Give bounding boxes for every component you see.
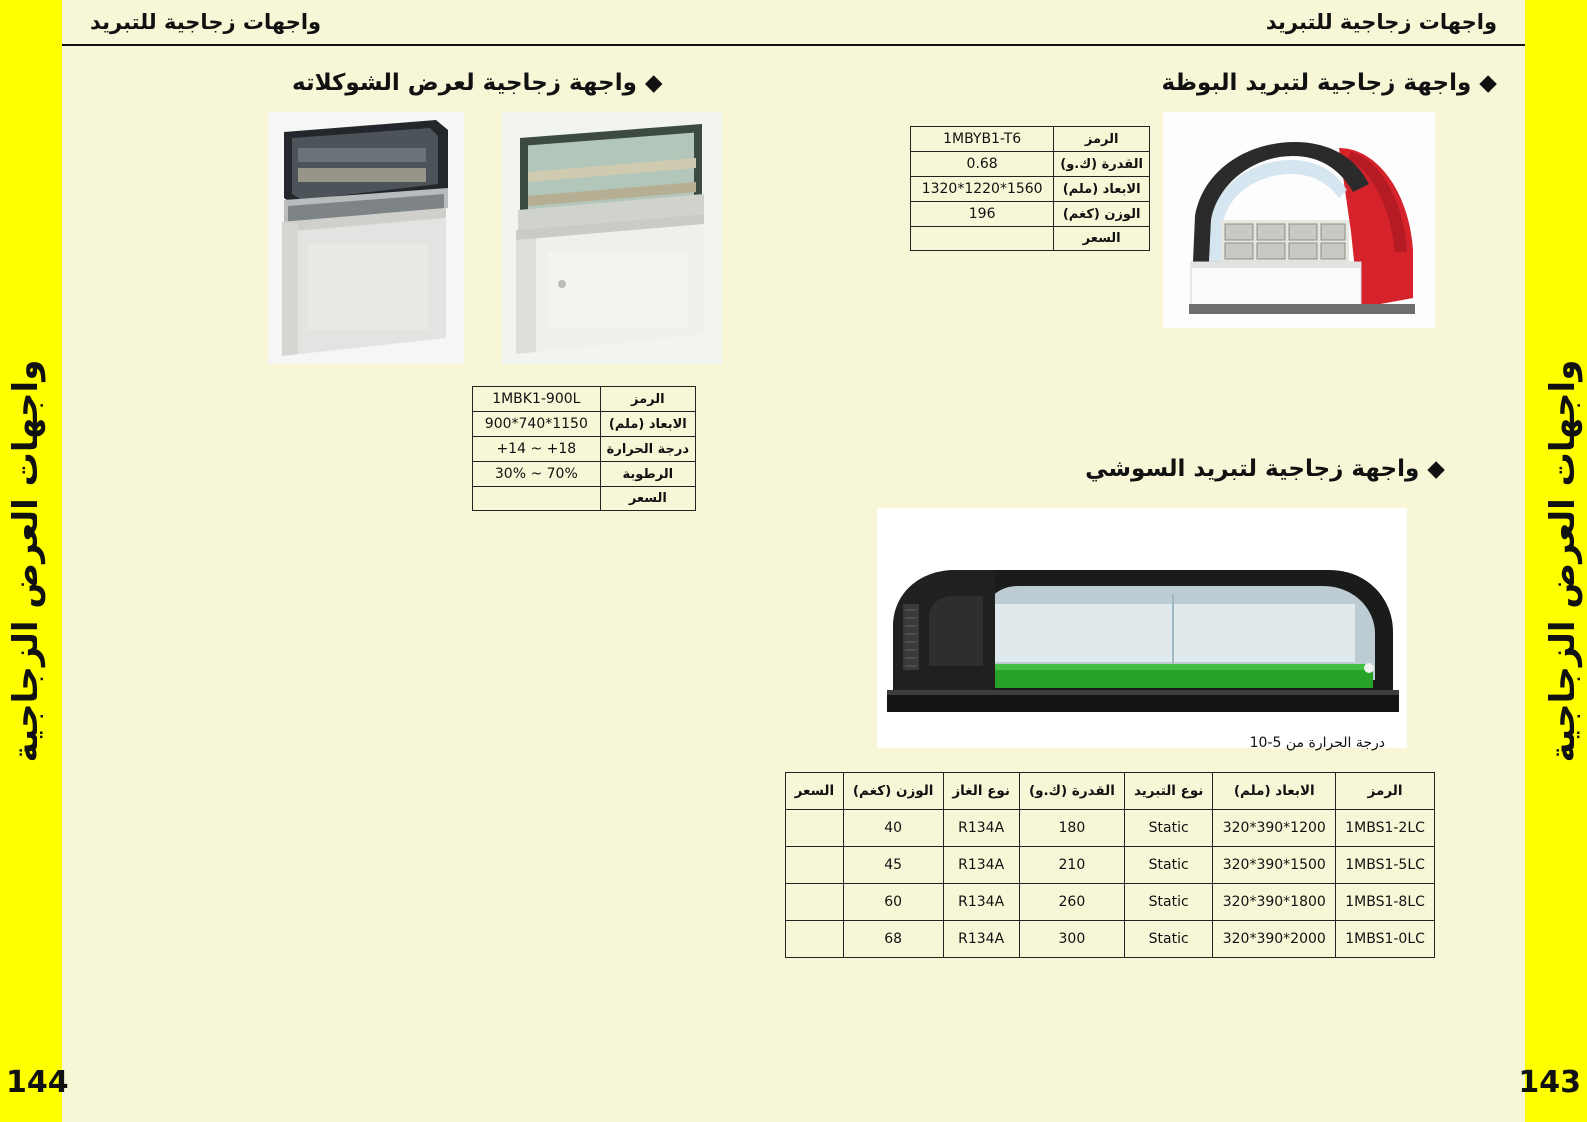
- page-number-left: 144: [6, 1065, 69, 1100]
- table-row: [911, 227, 1150, 251]
- cell-label: الرمز: [1054, 127, 1150, 152]
- th-code: الرمز: [1336, 773, 1435, 810]
- cell-price: [786, 884, 844, 921]
- section-title-sushi: ◆ واجهة زجاجية لتبريد السوشي: [1085, 456, 1445, 482]
- image-ice-cream-case: [1163, 112, 1435, 328]
- ice-cream-case-illustration: [1163, 112, 1435, 328]
- cell-cooling-type: Static: [1124, 847, 1212, 884]
- header-title-right: واجهات زجاجية للتبريد: [1265, 10, 1497, 34]
- cell-label: السعر: [1054, 227, 1150, 251]
- th-cooling-type: نوع التبريد: [1124, 773, 1212, 810]
- table-row: [473, 412, 696, 437]
- th-price: السعر: [786, 773, 844, 810]
- image-chocolate-case-2: [502, 112, 722, 364]
- table-row: [786, 921, 1435, 958]
- cell-label: درجة الحرارة: [600, 437, 695, 462]
- sushi-temperature-note: درجة الحرارة من 5-10: [1249, 735, 1385, 751]
- th-power: القدرة (ك.و): [1019, 773, 1124, 810]
- header-title-left: واجهات زجاجية للتبريد: [90, 10, 322, 34]
- table-row: [473, 437, 696, 462]
- section-title-chocolate: ◆ واجهة زجاجية لعرض الشوكلاته: [292, 70, 663, 96]
- cell-price: [786, 847, 844, 884]
- cell-value: 196: [911, 202, 1054, 227]
- page-number-right: 143: [1518, 1065, 1581, 1100]
- th-dimensions: الابعاد (ملم): [1213, 773, 1336, 810]
- cell-value: 900*740*1150: [473, 412, 601, 437]
- th-weight: الوزن (كغم): [843, 773, 943, 810]
- cell-label: الابعاد (ملم): [1054, 177, 1150, 202]
- image-chocolate-case-1: [268, 112, 464, 364]
- cell-cooling-type: Static: [1124, 884, 1212, 921]
- cell-label: الرمز: [600, 387, 695, 412]
- chocolate-case-2-illustration: [502, 112, 722, 364]
- cell-gas-type: R134A: [943, 810, 1019, 847]
- cell-gas-type: R134A: [943, 847, 1019, 884]
- table-row: [911, 152, 1150, 177]
- cell-weight: 40: [843, 810, 943, 847]
- table-row: [786, 847, 1435, 884]
- th-gas-type: نوع الغاز: [943, 773, 1019, 810]
- cell-label: القدرة (ك.و): [1054, 152, 1150, 177]
- cell-value: 30% ~ 70%: [473, 462, 601, 487]
- page-header: [62, 0, 1525, 46]
- cell-power: 210: [1019, 847, 1124, 884]
- table-chocolate-specs: [472, 386, 696, 511]
- cell-price: [786, 810, 844, 847]
- table-row: [911, 177, 1150, 202]
- cell-gas-type: R134A: [943, 921, 1019, 958]
- table-sushi-models: [785, 772, 1435, 958]
- table-row: [911, 127, 1150, 152]
- image-sushi-case: [877, 508, 1407, 748]
- cell-dimensions: 2000*390*320: [1213, 921, 1336, 958]
- cell-price: [786, 921, 844, 958]
- cell-power: 180: [1019, 810, 1124, 847]
- table-header-row: [786, 773, 1435, 810]
- table-row: [473, 487, 696, 511]
- table-row: [786, 810, 1435, 847]
- cell-label: الابعاد (ملم): [600, 412, 695, 437]
- section-title-ice-cream: ◆ واجهة زجاجية لتبريد البوظة: [1161, 70, 1497, 96]
- chocolate-case-1-illustration: [268, 112, 464, 364]
- cell-label: الرطوبة: [600, 462, 695, 487]
- cell-gas-type: R134A: [943, 884, 1019, 921]
- cell-value: 0.68: [911, 152, 1054, 177]
- cell-weight: 68: [843, 921, 943, 958]
- cell-dimensions: 1500*390*320: [1213, 847, 1336, 884]
- cell-weight: 45: [843, 847, 943, 884]
- catalog-page: [62, 0, 1525, 1122]
- cell-value: 1MBK1-900L: [473, 387, 601, 412]
- cell-value: 1320*1220*1560: [911, 177, 1054, 202]
- table-row: [473, 387, 696, 412]
- cell-dimensions: 1800*390*320: [1213, 884, 1336, 921]
- cell-value: [473, 487, 601, 511]
- side-label-right: واجهات العرض الزجاجية: [1543, 359, 1583, 763]
- table-row: [911, 202, 1150, 227]
- sushi-case-illustration: [877, 508, 1407, 748]
- cell-value: +14 ~ +18: [473, 437, 601, 462]
- cell-label: الوزن (كغم): [1054, 202, 1150, 227]
- cell-code: 1MBS1-5LC: [1336, 847, 1435, 884]
- cell-weight: 60: [843, 884, 943, 921]
- cell-value: [911, 227, 1054, 251]
- table-row: [786, 884, 1435, 921]
- cell-power: 300: [1019, 921, 1124, 958]
- cell-dimensions: 1200*390*320: [1213, 810, 1336, 847]
- cell-code: 1MBS1-2LC: [1336, 810, 1435, 847]
- cell-code: 1MBS1-8LC: [1336, 884, 1435, 921]
- side-label-left: واجهات العرض الزجاجية: [6, 359, 46, 763]
- cell-cooling-type: Static: [1124, 921, 1212, 958]
- cell-value: 1MBYB1-T6: [911, 127, 1054, 152]
- cell-cooling-type: Static: [1124, 810, 1212, 847]
- cell-power: 260: [1019, 884, 1124, 921]
- cell-code: 1MBS1-0LC: [1336, 921, 1435, 958]
- cell-label: السعر: [600, 487, 695, 511]
- table-row: [473, 462, 696, 487]
- table-ice-cream-specs: [910, 126, 1150, 251]
